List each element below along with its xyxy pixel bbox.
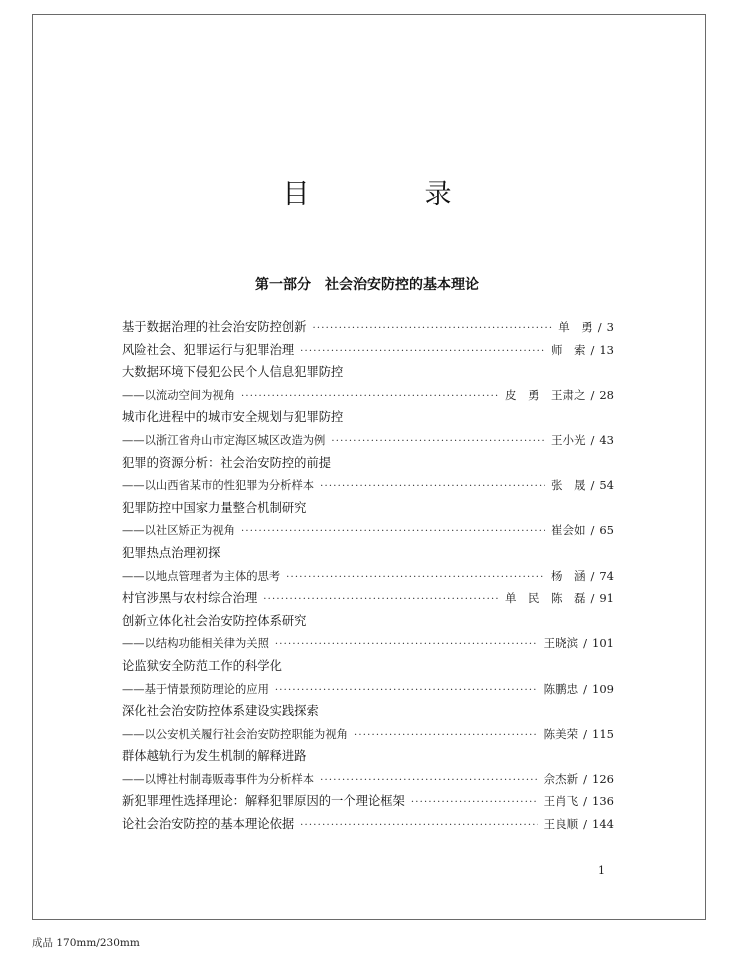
page-separator: /	[590, 591, 595, 606]
toc-entry[interactable]	[122, 723, 614, 746]
toc-list	[122, 316, 614, 836]
toc-entry-page: 115	[592, 726, 614, 741]
dot-leader	[275, 680, 538, 703]
dot-leader	[312, 318, 552, 341]
page-separator: /	[583, 771, 588, 786]
trim-size-note: 成品 170mm/230mm	[32, 937, 140, 949]
toc-entry-subtitle: ——基于情景预防理论的应用	[122, 682, 269, 696]
dot-leader	[331, 431, 545, 454]
toc-entry[interactable]	[122, 678, 614, 701]
toc-entry-page: 54	[599, 478, 614, 493]
toc-entry-subtitle: ——以博社村制毒贩毒事件为分析样本	[122, 772, 315, 786]
toc-entry-title: 犯罪的资源分析：社会治安防控的前提	[122, 455, 332, 470]
toc-entry-author: 陈鹏忠	[543, 681, 579, 696]
toc-entry[interactable]	[122, 632, 614, 655]
page-separator: /	[590, 523, 595, 538]
toc-entry-author: 杨 涵	[550, 568, 586, 583]
toc-entry-title: 论社会治安防控的基本理论依据	[122, 817, 295, 832]
toc-entry[interactable]	[122, 768, 614, 791]
toc-entry-title: 风险社会、犯罪运行与犯罪治理	[122, 342, 295, 357]
toc-entry-page: 43	[599, 432, 614, 447]
toc-entry-title: 犯罪热点治理初探	[122, 545, 221, 560]
dot-leader	[275, 634, 538, 657]
dot-leader	[263, 589, 499, 612]
toc-entry-page: 28	[599, 387, 614, 402]
toc-entry-page: 3	[606, 320, 614, 334]
toc-entry-title: 村官涉黑与农村综合治理	[122, 591, 258, 606]
toc-entry-heading[interactable]	[122, 406, 614, 429]
toc-entry-author: 王良顺	[543, 817, 579, 832]
dot-leader	[300, 815, 538, 838]
toc-entry-heading[interactable]	[122, 610, 614, 633]
dot-leader	[354, 725, 538, 748]
toc-entry[interactable]	[122, 519, 614, 542]
page-separator: /	[597, 320, 602, 334]
toc-entry[interactable]	[122, 587, 614, 610]
toc-entry-heading[interactable]	[122, 700, 614, 723]
toc-entry-author: 皮 勇 王肃之	[504, 387, 586, 402]
page-separator: /	[583, 636, 588, 651]
toc-entry-author: 王小光	[550, 432, 586, 447]
toc-entry-title: 创新立体化社会治安防控体系研究	[122, 613, 307, 628]
toc-entry-subtitle: ——以山西省某市的性犯罪为分析样本	[122, 479, 315, 493]
page-separator: /	[590, 478, 595, 493]
toc-entry[interactable]	[122, 429, 614, 452]
toc-entry[interactable]	[122, 384, 614, 407]
toc-entry-heading[interactable]	[122, 452, 614, 475]
toc-entry[interactable]	[122, 339, 614, 362]
toc-entry-page: 109	[592, 681, 614, 696]
toc-entry-author: 王肖飞	[543, 794, 579, 809]
toc-entry-title: 大数据环境下侵犯公民个人信息犯罪防控	[122, 365, 344, 380]
toc-entry-subtitle: ——以流动空间为视角	[122, 388, 235, 402]
toc-entry-author: 单 勇	[558, 320, 593, 334]
toc-entry-title: 犯罪防控中国家力量整合机制研究	[122, 500, 307, 515]
toc-entry-heading[interactable]	[122, 542, 614, 565]
page-separator: /	[583, 681, 588, 696]
toc-entry-subtitle: ——以结构功能相关律为关照	[122, 637, 269, 651]
toc-entry-heading[interactable]	[122, 497, 614, 520]
toc-entry-page: 65	[599, 523, 614, 538]
toc-entry-subtitle: ——以地点管理者为主体的思考	[122, 569, 281, 583]
toc-entry-author: 师 索	[550, 342, 586, 357]
page-number: 1	[598, 864, 605, 877]
page-separator: /	[583, 726, 588, 741]
dot-leader	[241, 386, 499, 409]
toc-entry-title: 基于数据治理的社会治安防控创新	[122, 320, 307, 334]
toc-entry-page: 101	[592, 636, 614, 651]
toc-entry-page: 126	[592, 771, 614, 786]
page-separator: /	[583, 817, 588, 832]
toc-entry[interactable]	[122, 316, 614, 339]
toc-entry-title: 论监狱安全防范工作的科学化	[122, 658, 282, 673]
toc-entry-title: 群体越轨行为发生机制的解释进路	[122, 749, 307, 764]
page-separator: /	[590, 432, 595, 447]
toc-entry-page: 13	[599, 342, 614, 357]
toc-entry-page: 74	[599, 568, 614, 583]
toc-entry-page: 91	[599, 591, 614, 606]
toc-entry[interactable]	[122, 790, 614, 813]
toc-entry-heading[interactable]	[122, 745, 614, 768]
toc-entry-author: 崔会如	[550, 523, 586, 538]
toc-entry-page: 144	[592, 817, 614, 832]
toc-entry-subtitle: ——以浙江省舟山市定海区城区改造为例	[122, 433, 326, 447]
toc-entry-page: 136	[592, 794, 614, 809]
toc-entry-subtitle: ——以公安机关履行社会治安防控职能为视角	[122, 727, 348, 741]
page-separator: /	[583, 794, 588, 809]
toc-entry-author: 佘杰新	[543, 771, 579, 786]
part-heading: 第一部分 社会治安防控的基本理论	[255, 277, 479, 293]
toc-title: 目 录	[282, 179, 496, 210]
dot-leader	[320, 770, 538, 793]
dot-leader	[411, 792, 538, 815]
toc-entry-subtitle: ——以社区矫正为视角	[122, 524, 235, 538]
dot-leader	[241, 521, 545, 544]
toc-entry-author: 王晓滨	[543, 636, 579, 651]
toc-entry-author: 单 民 陈 磊	[504, 591, 586, 606]
toc-entry-heading[interactable]	[122, 361, 614, 384]
toc-entry-title: 城市化进程中的城市安全规划与犯罪防控	[122, 410, 344, 425]
dot-leader	[300, 341, 545, 364]
toc-entry[interactable]	[122, 565, 614, 588]
toc-entry-author: 陈美荣	[543, 726, 579, 741]
dot-leader	[320, 476, 545, 499]
toc-entry-title: 深化社会治安防控体系建设实践探索	[122, 704, 319, 719]
page-separator: /	[590, 342, 595, 357]
toc-entry-title: 新犯罪理性选择理论：解释犯罪原因的一个理论框架	[122, 794, 405, 809]
toc-entry[interactable]	[122, 474, 614, 497]
toc-entry-author: 张 晟	[550, 478, 586, 493]
toc-entry-heading[interactable]	[122, 655, 614, 678]
toc-entry[interactable]	[122, 813, 614, 836]
page-separator: /	[590, 387, 595, 402]
page-separator: /	[590, 568, 595, 583]
dot-leader	[286, 567, 545, 590]
